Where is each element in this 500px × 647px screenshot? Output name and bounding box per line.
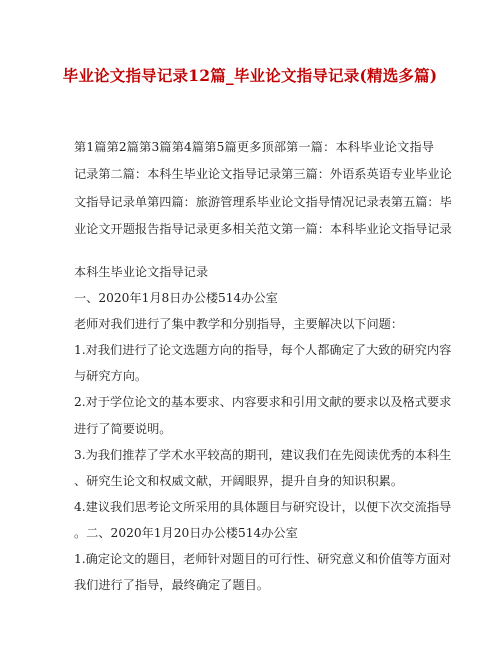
- summary-paragraph: [74, 134, 452, 244]
- summary-line: 第1篇第2篇第3篇第4篇第5篇更多顶部第一篇：本科毕业论文指导: [74, 140, 434, 154]
- summary-line: 文指导记录单第四篇：旅游管理系毕业论文指导情况记录表第五篇：毕: [74, 194, 452, 209]
- meeting-date-line: 一、2020年1月8日办公楼514办公室: [74, 291, 278, 306]
- list-item-5: 1.确定论文的题目，老师针对题目的可行性、研究意义和价值等方面对: [74, 552, 452, 567]
- meeting-date-line-2: 。二、2020年1月20日办公楼514办公室: [74, 525, 298, 540]
- list-item-3-cont: 、研究生论文和权威文献，开阔眼界，提升自身的知识积累。: [74, 473, 404, 488]
- list-item-2: 2.对于学位论文的基本要求、内容要求和引用文献的要求以及格式要求: [74, 395, 452, 410]
- summary-line: 记录第二篇：本科生毕业论文指导记录第三篇：外语系英语专业毕业论: [74, 167, 452, 182]
- list-item-5-cont: 我们进行了指导，最终确定了题目。: [74, 578, 269, 593]
- list-item-1: 1.对我们进行了论文选题方向的指导，每个人都确定了大致的研究内容: [74, 343, 452, 358]
- body-text: [74, 259, 452, 598]
- summary-line: 业论文开题报告指导记录更多相关范文第一篇：本科毕业论文指导记录: [74, 222, 452, 237]
- list-item-2-cont: 进行了简要说明。: [74, 421, 172, 436]
- document-title: 毕业论文指导记录12篇_毕业论文指导记录(精选多篇): [62, 66, 438, 85]
- body-line: 老师对我们进行了集中教学和分别指导，主要解决以下问题：: [74, 317, 404, 332]
- list-item-1-cont: 与研究方向。: [74, 369, 148, 384]
- list-item-3: 3.为我们推荐了学术水平较高的期刊，建议我们在先阅读优秀的本科生: [74, 447, 452, 462]
- section-heading: 本科生毕业论文指导记录: [74, 265, 209, 279]
- list-item-4: 4.建议我们思考论文所采用的具体题目与研究设计，以便下次交流指导: [74, 499, 452, 514]
